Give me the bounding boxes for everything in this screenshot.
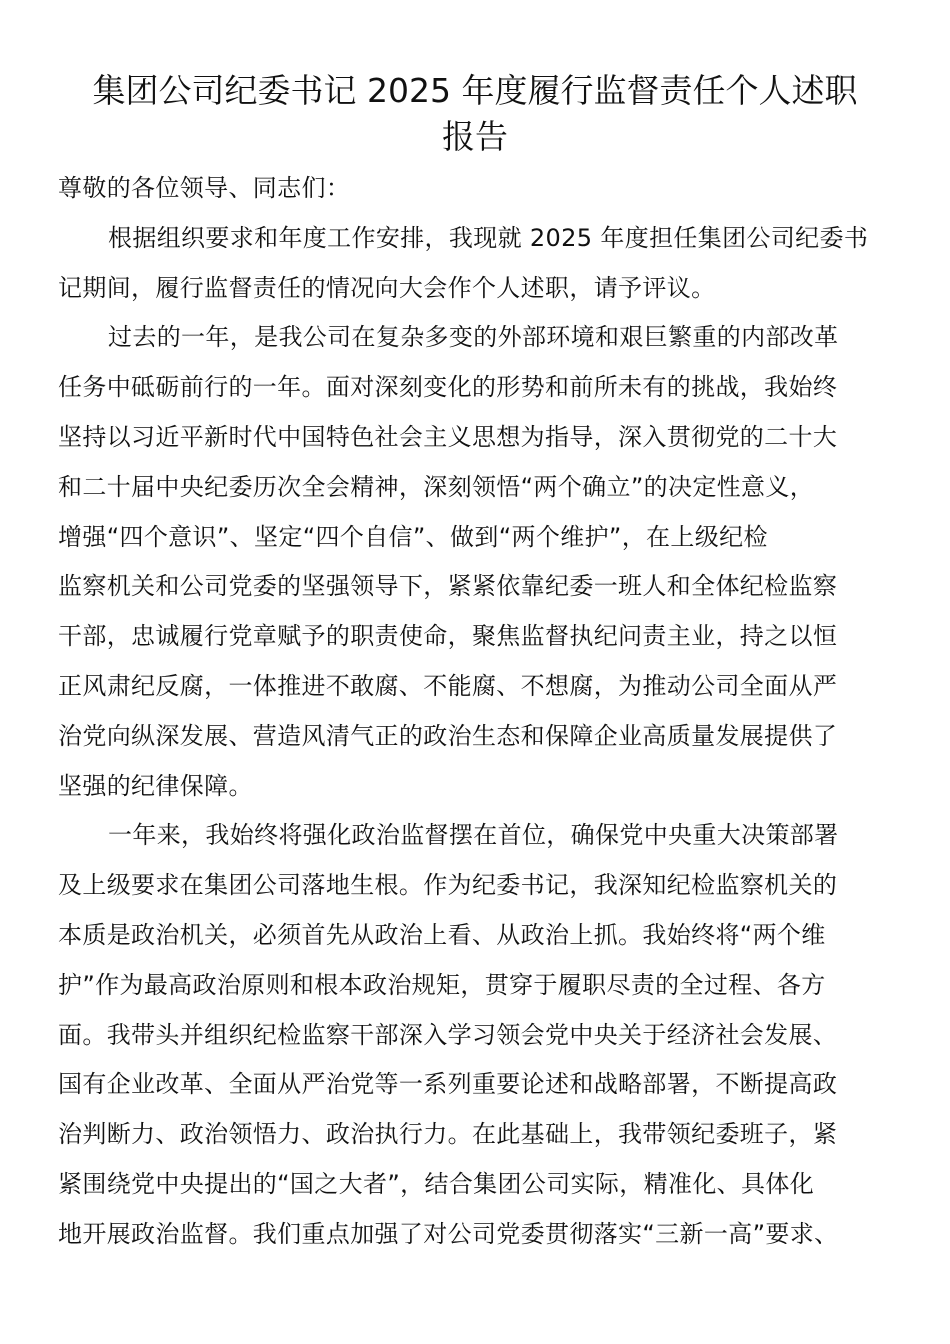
document-body [58, 164, 892, 1260]
document-title [58, 68, 892, 160]
paragraph-line: 过去的一年，是我公司在复杂多变的外部环境和艰巨繁重的内部改革 [108, 323, 839, 352]
paragraph-line: 正风肃纪反腐，一体推进不敢腐、不能腐、不想腐，为推动公司全面从严 [58, 671, 838, 700]
paragraph-line: 记期间，履行监督责任的情况向大会作个人述职，请予评议。 [58, 273, 716, 302]
paragraph-line: 及上级要求在集团公司落地生根。作为纪委书记，我深知纪检监察机关的 [58, 871, 838, 900]
paragraph-line: 地开展政治监督。我们重点加强了对公司党委贯彻落实“三新一高”要求、 [58, 1219, 839, 1248]
paragraph-line: 治判断力、政治领悟力、政治执行力。在此基础上，我带领纪委班子，紧 [58, 1120, 838, 1149]
paragraph-line: 护”作为最高政治原则和根本政治规矩，贯穿于履职尽责的全过程、各方 [58, 970, 826, 999]
paragraph-line: 和二十届中央纪委历次全会精神，深刻领悟“两个确立”的决定性意义， [58, 472, 815, 501]
paragraph-3 [58, 811, 892, 1259]
title-line-2: 报告 [442, 117, 508, 156]
paragraph-line: 国有企业改革、全面从严治党等一系列重要论述和战略部署，不断提高政 [58, 1070, 838, 1099]
paragraph-line: 增强“四个意识”、坚定“四个自信”、做到“两个维护”，在上级纪检 [58, 522, 768, 551]
paragraph-2 [58, 313, 892, 811]
paragraph-line: 根据组织要求和年度工作安排，我现就 2025 年度担任集团公司纪委书 [108, 223, 869, 252]
paragraph-line: 一年来，我始终将强化政治监督摆在首位，确保党中央重大决策部署 [108, 821, 839, 850]
paragraph-line: 紧围绕党中央提出的“国之大者”，结合集团公司实际，精准化、具体化 [58, 1169, 815, 1198]
paragraph-line: 监察机关和公司党委的坚强领导下，紧紧依靠纪委一班人和全体纪检监察 [58, 572, 838, 601]
paragraph-line: 治党向纵深发展、营造风清气正的政治生态和保障企业高质量发展提供了 [58, 721, 838, 750]
paragraph-1 [58, 214, 892, 314]
paragraph-line: 面。我带头并组织纪检监察干部深入学习领会党中央关于经济社会发展、 [58, 1020, 838, 1049]
paragraph-line: 本质是政治机关，必须首先从政治上看、从政治上抓。我始终将“两个维 [58, 920, 826, 949]
title-line-1: 集团公司纪委书记 2025 年度履行监督责任个人述职 [92, 71, 858, 110]
paragraph-line: 坚持以习近平新时代中国特色社会主义思想为指导，深入贯彻党的二十大 [58, 422, 838, 451]
paragraph-line: 任务中砥砺前行的一年。面对深刻变化的形势和前所未有的挑战，我始终 [58, 373, 838, 402]
paragraph-line: 干部，忠诚履行党章赋予的职责使命，聚焦监督执纪问责主业，持之以恒 [58, 622, 838, 651]
salutation: 尊敬的各位领导、同志们： [58, 174, 351, 202]
paragraph-line: 坚强的纪律保障。 [58, 771, 253, 800]
